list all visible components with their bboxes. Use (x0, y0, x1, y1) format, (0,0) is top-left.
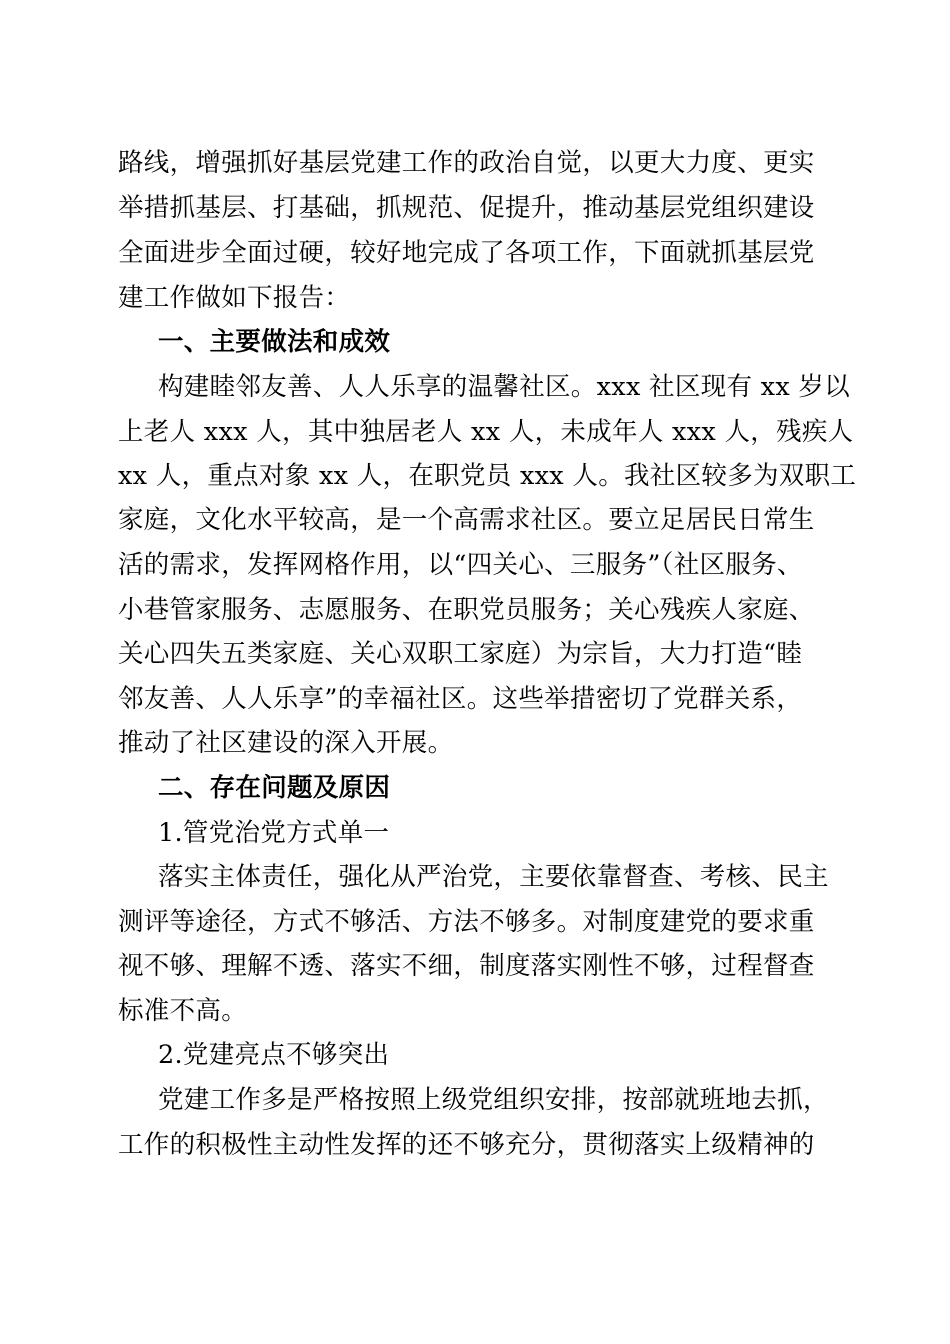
body-line: 推动了社区建设的深入开展。 (118, 728, 454, 758)
body-line: 视不够、理解不透、落实不细，制度落实刚性不够，过程督查 (118, 951, 815, 981)
body-line: 活的需求，发挥网格作用，以“四关心、三服务”（社区服务、 (118, 550, 803, 580)
body-line: 关心四失五类家庭、关心双职工家庭）为宗旨，大力打造“睦 (118, 639, 803, 669)
body-line: 路线，增强抓好基层党建工作的政治自觉，以更大力度、更实 (118, 148, 815, 178)
body-line: 小巷管家服务、志愿服务、在职党员服务；关心残疾人家庭、 (118, 595, 815, 625)
body-line: 建工作做如下报告： (118, 283, 351, 313)
body-line: 家庭，文化水平较高，是一个高需求社区。要立足居民日常生 (118, 505, 815, 535)
subheading-2: 2.党建亮点不够突出 (158, 1040, 390, 1070)
paragraph-first-line: 构建睦邻友善、人人乐享的温馨社区。xxx 社区现有 xx 岁以 (158, 372, 851, 402)
paragraph-first-line: 党建工作多是严格按照上级党组织安排，按部就班地去抓， (158, 1085, 829, 1115)
body-line: xx 人，重点对象 xx 人，在职党员 xxx 人。我社区较多为双职工 (118, 461, 857, 491)
section-heading-2: 二、存在问题及原因 (158, 773, 391, 803)
subheading-1: 1.管党治党方式单一 (158, 818, 390, 848)
body-line: 邻友善、人人乐享”的幸福社区。这些举措密切了党群关系， (118, 684, 803, 714)
paragraph-first-line: 落实主体责任，强化从严治党，主要依靠督查、考核、民主 (158, 862, 829, 892)
body-line: 上老人 xxx 人，其中独居老人 xx 人，未成年人 xxx 人，残疾人 (118, 417, 854, 447)
body-line: 工作的积极性主动性发挥的还不够充分，贯彻落实上级精神的 (118, 1130, 815, 1160)
section-heading-1: 一、主要做法和成效 (158, 327, 391, 357)
body-line: 测评等途径，方式不够活、方法不够多。对制度建党的要求重 (118, 907, 815, 937)
body-line: 标准不高。 (118, 996, 248, 1026)
body-line: 全面进步全面过硬，较好地完成了各项工作，下面就抓基层党 (118, 238, 815, 268)
body-line: 举措抓基层、打基础，抓规范、促提升，推动基层党组织建设 (118, 193, 815, 223)
